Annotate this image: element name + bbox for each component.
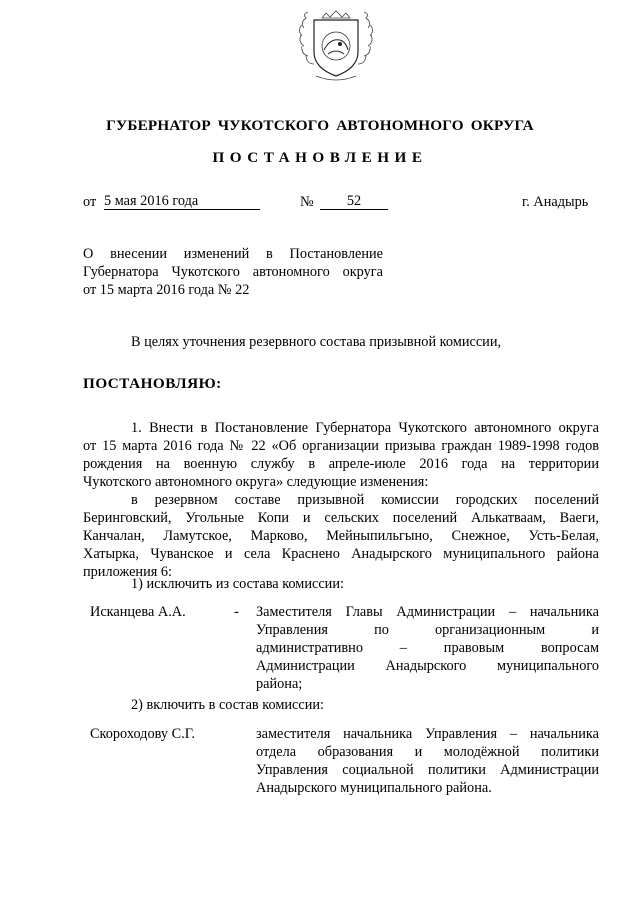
paragraph-line: 1. Внести в Постановление Губернатора Чукотского автономного округа xyxy=(131,420,599,436)
paragraph-line: Канчалан, Ламутское, Марково, Мейныпильгыно, Снежное, Усть-Белая, xyxy=(83,528,599,544)
coat-of-arms-icon xyxy=(296,10,376,85)
org-title: ГУБЕРНАТОР ЧУКОТСКОГО АВТОНОМНОГО ОКРУГА xyxy=(106,117,534,134)
exclude-heading: 1) исключить из состава комиссии: xyxy=(131,576,344,592)
position-line: административно – правовым вопросам xyxy=(256,640,599,656)
subject-line: О внесении изменений в Постановление xyxy=(83,246,383,262)
paragraph-line: Чукотского автономного округа» следующие изменения: xyxy=(83,474,429,490)
decree-subject xyxy=(83,245,383,299)
dash-separator: - xyxy=(234,604,239,620)
position-line: отдела образования и молодёжной политики xyxy=(256,744,599,760)
decree-word: ПОСТАНОВЛЯЮ: xyxy=(83,375,222,392)
position-line: Управления социальной политики Администрации xyxy=(256,762,599,778)
include-heading: 2) включить в состав комиссии: xyxy=(131,697,325,713)
paragraph-line: от 15 марта 2016 года № 22 «Об организации призыва граждан 1989-1998 годов xyxy=(83,438,599,454)
position-line: Управления по организационным и xyxy=(256,622,599,638)
paragraph-line: Беринговский, Угольные Копи и сельских поселений Алькатваам, Ваеги, xyxy=(83,510,599,526)
paragraph-line: в резервном составе призывной комиссии городских поселений xyxy=(131,492,599,508)
included-person-position xyxy=(256,725,599,797)
excluded-person-name: Исканцева А.А. xyxy=(90,604,186,620)
paragraph-line: приложения 6: xyxy=(83,564,172,580)
date-value: 5 мая 2016 года xyxy=(104,193,260,210)
position-line: Заместителя Главы Администрации – начальника xyxy=(256,604,599,620)
reserve-paragraph xyxy=(83,491,599,581)
document-type-title: ПОСТАНОВЛЕНИЕ xyxy=(212,149,428,166)
number-label: № xyxy=(300,194,314,210)
subject-line: Губернатора Чукотского автономного округа xyxy=(83,264,383,280)
paragraph-line: рождения на военную службу в апреле-июле 2016 года на территории xyxy=(83,456,599,472)
subject-line: от 15 марта 2016 года № 22 xyxy=(83,282,250,298)
position-line: заместителя начальника Управления – начальника xyxy=(256,726,599,742)
included-person-name: Скороходову С.Г. xyxy=(90,726,195,742)
position-line: Администрации Анадырского муниципального xyxy=(256,658,599,674)
excluded-person-position xyxy=(256,603,599,693)
city-name: г. Анадырь xyxy=(522,194,589,210)
date-label: от xyxy=(83,194,97,210)
position-line: района; xyxy=(256,676,303,692)
paragraph-line: Хатырка, Чуванское и села Краснено Анадырского муниципального района xyxy=(83,546,599,562)
position-line: Анадырского муниципального района. xyxy=(256,780,492,796)
preamble: В целях уточнения резервного состава призывной комиссии, xyxy=(131,334,502,350)
number-value: 52 xyxy=(320,193,388,210)
item-1-paragraph xyxy=(83,419,599,491)
